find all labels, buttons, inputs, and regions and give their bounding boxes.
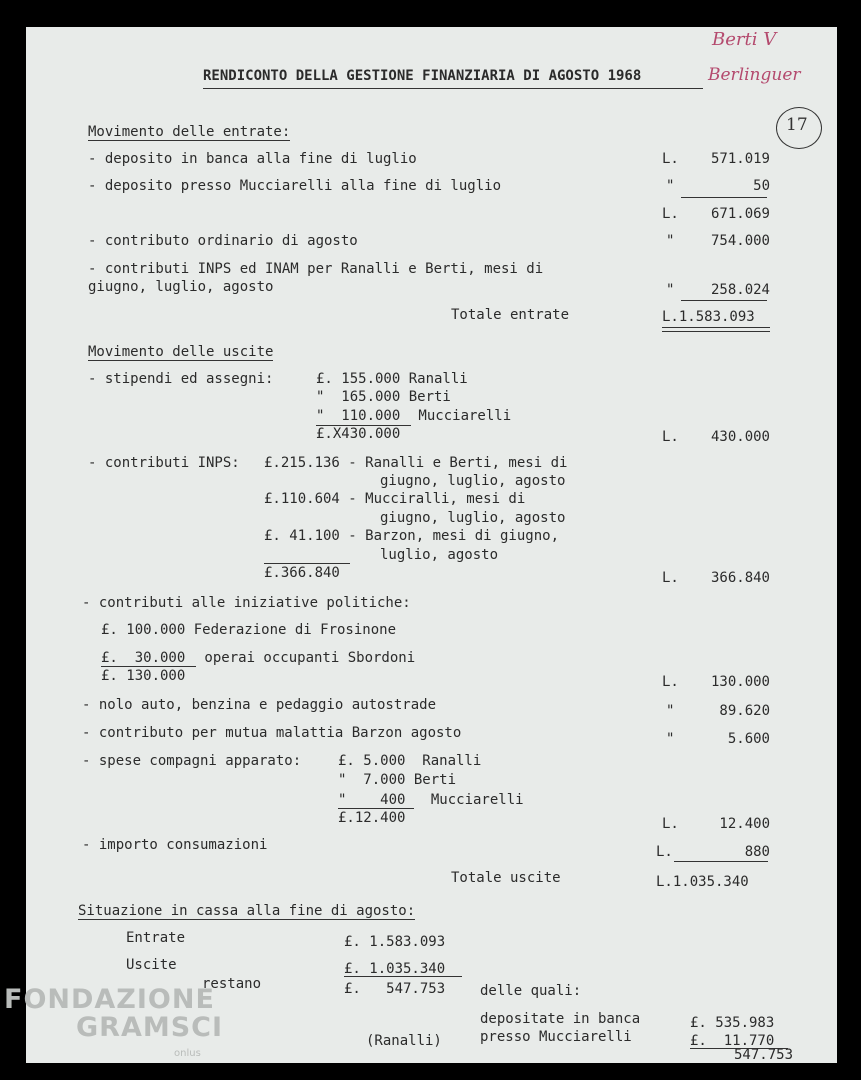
banca-value: £. 535.983 [690, 1015, 775, 1031]
uscite-row-label: - contributo per mutua malattia Barzon agosto [82, 725, 462, 741]
delle-quali: delle quali: [480, 983, 582, 999]
title-underline [203, 88, 703, 89]
watermark-logo-suffix: onlus [174, 1048, 201, 1059]
uscite-row-label: - spese compagni apparato: [82, 753, 302, 769]
amount: 130.000 [710, 674, 770, 690]
amount: 5.600 [727, 731, 770, 747]
signature: (Ranalli) [366, 1033, 442, 1049]
sum-line [101, 666, 196, 667]
detail-line: £. 5.000 Ranalli [338, 753, 482, 769]
sum-line [681, 300, 767, 301]
handwritten-note-berti: Berti V [712, 29, 777, 50]
uscite-heading: Movimento delle uscite [88, 344, 274, 360]
amount: 430.000 [710, 429, 770, 445]
sum-line [681, 197, 767, 198]
mucciarelli-label: presso Mucciarelli [480, 1029, 632, 1045]
detail-line: " 110.000 [316, 408, 401, 424]
entrate-row-label: - deposito in banca alla fine di luglio [88, 151, 417, 167]
currency-symbol: L. [662, 816, 679, 832]
ditto-mark: " [666, 178, 675, 194]
detail-line: £.110.604 - Mucciralli, mesi di [264, 491, 526, 507]
detail-line: " 400 [338, 792, 406, 808]
page-title: RENDICONTO DELLA GESTIONE FINANZIARIA DI AGOSTO 1968 [203, 68, 642, 84]
handwritten-note-berlinguer: Berlinguer [708, 65, 801, 85]
entrate-row-label: - contributo ordinario di agosto [88, 233, 358, 249]
cassa-restano-value: £. 547.753 [344, 981, 446, 997]
detail-line: " 7.000 Berti [338, 772, 457, 788]
detail-total: £.X430.000 [316, 426, 401, 442]
cassa-entrate-label: Entrate [126, 930, 186, 946]
amount: 571.019 [710, 151, 770, 167]
detail-line: giugno, luglio, agosto [380, 473, 566, 489]
watermark-logo-line1: FONDAZIONE [4, 984, 215, 1015]
detail-line: " 165.000 Berti [316, 389, 451, 405]
currency-symbol: L. [662, 429, 679, 445]
entrate-row-label: - deposito presso Mucciarelli alla fine di luglio [88, 178, 502, 194]
cassa-uscite-label: Uscite [126, 957, 177, 973]
double-underline [662, 327, 770, 332]
detail-line: £. 155.000 Ranalli [316, 371, 468, 387]
amount: 50 [753, 178, 770, 194]
entrate-row-label: - contributi INPS ed INAM per Ranalli e Berti, mesi di [88, 261, 544, 277]
detail-line: £. 30.000 [101, 650, 186, 666]
uscite-row-label: - nolo auto, benzina e pedaggio autostrade [82, 697, 437, 713]
amount: 12.400 [719, 816, 770, 832]
sum-line [264, 563, 350, 564]
ditto-mark: " [666, 703, 675, 719]
uscite-row-label: - contributi alle iniziative politiche: [82, 595, 411, 611]
detail-line: £.215.136 - Ranalli e Berti, mesi di [264, 455, 568, 471]
cassa-sum-value: 547.753 [734, 1047, 794, 1063]
detail-total: £.366.840 [264, 565, 340, 581]
amount: 89.620 [719, 703, 770, 719]
amount: 754.000 [710, 233, 770, 249]
entrate-row-label-cont: giugno, luglio, agosto [88, 279, 274, 295]
cassa-heading: Situazione in cassa alla fine di agosto: [78, 903, 416, 919]
watermark-logo-line2: GRAMSCI [76, 1012, 224, 1043]
cassa-uscite-value: £. 1.035.340 [344, 961, 446, 977]
cassa-restano-label: restano [202, 976, 262, 992]
mucciarelli-value: £. 11.770 [690, 1033, 775, 1049]
currency-symbol: L. [662, 570, 679, 586]
document-page [26, 27, 837, 1063]
page-number: 17 [786, 115, 808, 135]
ditto-mark: " [666, 731, 675, 747]
amount: 258.024 [710, 282, 770, 298]
banca-label: depositate in banca [480, 1011, 641, 1027]
detail-line: luglio, agosto [380, 547, 499, 563]
currency-symbol: L. [662, 674, 679, 690]
sum-line [344, 976, 462, 977]
currency-symbol: L. [662, 206, 679, 222]
total-entrate-value: L.1.583.093 [662, 309, 755, 325]
sum-line [338, 808, 414, 809]
uscite-row-label: - contributi INPS: [88, 455, 240, 471]
subtotal-amount: 671.069 [710, 206, 770, 222]
detail-line: operai occupanti Sbordoni [196, 650, 416, 666]
amount: 366.840 [710, 570, 770, 586]
entrate-heading: Movimento delle entrate: [88, 124, 291, 140]
total-entrate-label: Totale entrate [451, 307, 570, 323]
total-uscite-value: L.1.035.340 [656, 874, 749, 890]
detail-line: £. 100.000 Federazione di Frosinone [101, 622, 397, 638]
sum-line [674, 861, 768, 862]
currency-symbol: L. [656, 844, 673, 860]
total-uscite-label: Totale uscite [451, 870, 561, 886]
detail-line: £. 41.100 - Barzon, mesi di giugno, [264, 528, 560, 544]
amount: 880 [744, 844, 770, 860]
currency-symbol: L. [662, 151, 679, 167]
detail-total: £. 130.000 [101, 668, 186, 684]
ditto-mark: " [666, 282, 675, 298]
detail-line: giugno, luglio, agosto [380, 510, 566, 526]
cassa-entrate-value: £. 1.583.093 [344, 934, 446, 950]
uscite-row-label: - importo consumazioni [82, 837, 268, 853]
ditto-mark: " [666, 233, 675, 249]
detail-line: Mucciarelli [414, 792, 524, 808]
detail-total: £.12.400 [338, 810, 406, 826]
uscite-row-label: - stipendi ed assegni: [88, 371, 274, 387]
detail-line: Mucciarelli [410, 408, 512, 424]
